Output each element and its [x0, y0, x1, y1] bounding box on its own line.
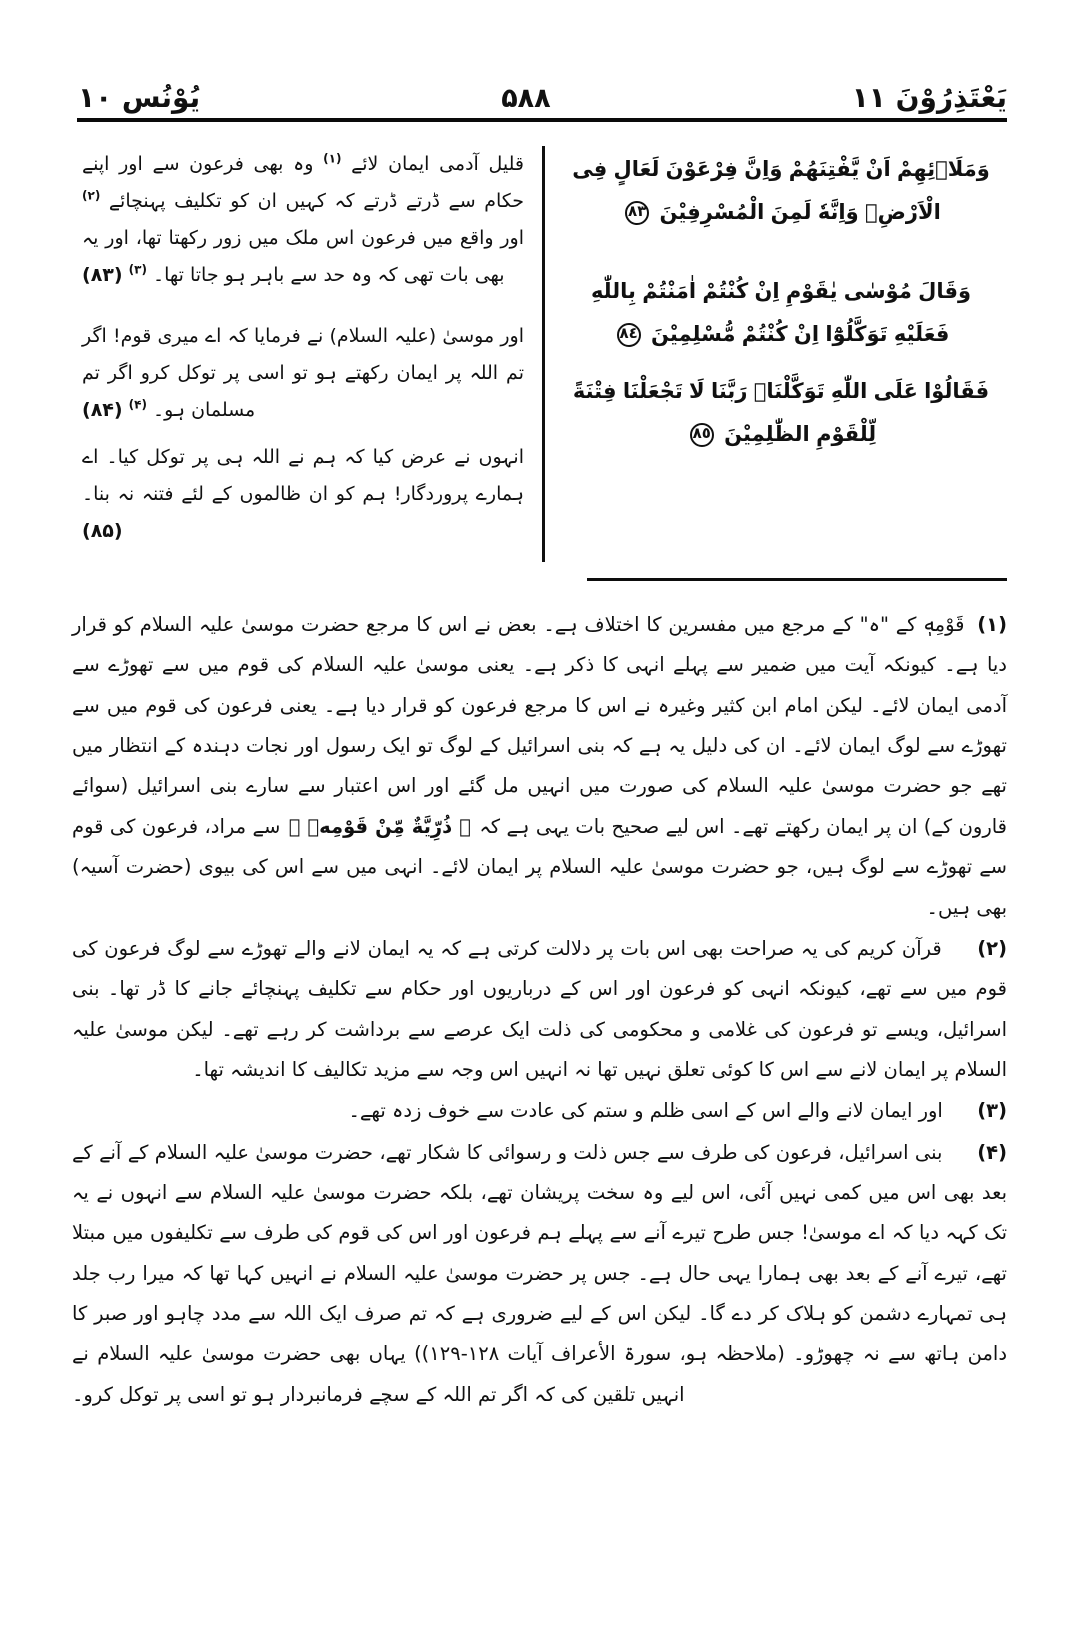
ayah-number: ٨٣ — [625, 201, 649, 225]
running-header — [78, 58, 1007, 114]
translation-text: قلیل آدمی ایمان لائے — [351, 153, 525, 175]
translation-block — [82, 146, 524, 294]
translation-block — [82, 439, 524, 550]
footnote-marker: (۳) — [977, 1099, 1007, 1123]
ayah-block — [561, 270, 1001, 356]
footnote-text: اور ایمان لانے والے اس کے اسی ظلم و ستم کی عادت سے خوف زدہ تھے۔ — [348, 1099, 943, 1123]
footnote-text: سے مراد، فرعون کی قوم سے تھوڑے سے لوگ ہیں، جو حضرت موسیٰ علیہ السلام پر ایمان لائے۔ انہی میں سے اس کی بیوی (حضرت آسیہ) بھی ہیں۔ — [72, 814, 1007, 919]
footnote-item — [72, 1091, 1007, 1131]
footnote-divider-rule — [587, 578, 1007, 581]
footnote-marker: (۲) — [977, 936, 1007, 960]
header-divider-rule — [77, 118, 1007, 122]
verse-tag: (۸۵) — [82, 520, 123, 543]
translation-text: اور موسیٰ (علیہ السلام) نے فرمایا کہ اے میری قوم! اگر تم اللہ پر ایمان رکھتے ہو تو اسی پر توکل کرو اگر تم مسلمان ہو۔ — [82, 325, 524, 422]
footnote-marker: (۴) — [977, 1140, 1007, 1164]
column-divider-rule — [542, 146, 545, 562]
verse-tag: (۸۳) — [82, 264, 123, 287]
ayah-block — [561, 148, 1001, 234]
footnote-ref[interactable]: (۳) — [128, 262, 147, 277]
verse-tag: (۸۴) — [82, 399, 123, 422]
footnote-text: بنی اسرائیل، فرعون کی طرف سے جس ذلت و رسوائی کا شکار تھے، حضرت موسیٰ علیہ السلام کے آنے کے بعد بھی اس میں کمی نہیں آئی، اس لیے وہ سخت پریشان تھے، بلکہ حضرت موسیٰ علیہ السلام سے انہوں نے یہ تک کہہ دیا کہ اے موسیٰ! جس طرح تیرے آنے سے پہلے ہم فرعون اور اس کی قوم کی طرف سے تکلیفوں میں مبتلا تھے، تیرے آنے کے بعد بھی ہمارا یہی حال ہے۔ جس پر حضرت موسیٰ علیہ السلام نے انہیں کہا تھا کہ میرا رب جلد ہی تمہارے دشمن کو ہلاک کر دے گا۔ لیکن اس کے لیے ضروری ہے کہ تم صرف ایک اللہ سے مدد چاہو اور صبر کا دامن ہاتھ سے نہ چھوڑو۔ (ملاحظہ ہو، سورۃ الأعراف آیات ١٢٨-١٢٩)) یہاں بھی حضرت موسیٰ علیہ السلام نے انہیں تلقین کی کہ اگر تم اللہ کے سچے فرمانبردار ہو تو اسی پر توکل کرو۔ — [72, 1140, 1007, 1406]
spacer — [561, 248, 1001, 270]
translation-text: انہوں نے عرض کیا کہ ہم نے اللہ ہی پر توکل کیا۔ اے ہمارے پروردگار! ہم کو ان ظالموں کے لئے فتنہ نہ بنا۔ — [82, 446, 524, 506]
translation-text: اور واقع میں فرعون اس ملک میں زور رکھتا تھا، اور یہ بھی بات تھی کہ وہ حد سے باہر ہو جاتا تھا۔ — [82, 227, 524, 287]
urdu-translation-column — [80, 140, 532, 570]
juz-marker: يَعْتَذِرُوْنَ ١١ — [851, 80, 1007, 114]
footnote-item — [72, 1133, 1007, 1416]
ayah-number: ٨٤ — [617, 323, 641, 347]
footnote-ref[interactable]: (۴) — [128, 397, 147, 412]
translation-block — [82, 318, 524, 429]
ayah-text: وَقَالَ مُوْسٰى يٰقَوْمِ اِنْ كُنْتُمْ اٰمَنْتُمْ بِاللّٰهِ فَعَلَيْهِ تَوَكَّلُوْٓا اِنْ كُنْتُمْ مُّسْلِمِيْنَ — [590, 279, 972, 347]
footnote-ref[interactable]: (۱) — [323, 151, 342, 166]
footnote-ref[interactable]: (۲) — [82, 188, 101, 203]
footnote-item — [72, 929, 1007, 1090]
verse-area — [77, 140, 1007, 570]
ayah-number: ٨٥ — [690, 423, 714, 447]
footnotes-section — [72, 605, 1007, 1416]
ayah-text: فَقَالُوْا عَلَى اللّٰهِ تَوَكَّلْنَاۚ رَبَّنَا لَا تَجْعَلْنَا فِتْنَةً لِّلْقَوْمِ الظّٰلِمِيْنَ — [572, 379, 990, 447]
footnote-item — [72, 605, 1007, 928]
spacer — [82, 304, 524, 318]
footnote-text: قرآن کریم کی یہ صراحت بھی اس بات پر دلالت کرتی ہے کہ یہ ایمان لانے والے تھوڑے سے لوگ فرعون کی قوم میں سے تھے، کیونکہ انہی کو فرعون اور اس کے درباریوں اور حکام سے تکلیف پہنچائے جانے کا ڈر تھا۔ بنی اسرائیل، ویسے تو فرعون کی غلامی و محکومی کی ذلت ایک عرصے سے برداشت کر رہے تھے۔ لیکن موسیٰ علیہ السلام پر ایمان لانے سے اس کا کوئی تعلق نہیں تھا نہ انہیں اس وجہ سے مزید تکالیف کا اندیشہ تھا۔ — [72, 936, 1007, 1081]
translation-text: وہ بھی فرعون سے اور اپنے حکام سے ڈرتے ڈرتے کہ کہیں ان کو تکلیف پہنچائے — [82, 153, 525, 213]
quran-quote: ﴿ ذُرِّيَّةٌ مِّنْ قَوْمِهٖ ﴾ — [288, 814, 471, 838]
page-number: ۵۸۸ — [501, 83, 551, 114]
footnote-marker: (۱) — [977, 613, 1007, 636]
ayah-text: وَمَلَا۟ئِهِمْ اَنْ يَّفْتِنَهُمْ وَاِنَّ فِرْعَوْنَ لَعَالٍ فِى الْاَرْضِۚ وَاِنَّهٗ لَمِنَ الْمُسْرِفِيْنَ — [572, 157, 990, 225]
footnote-text: قَوْمِهٖ کے "ہ" کے مرجع میں مفسرین کا اختلاف ہے۔ بعض نے اس کا مرجع حضرت موسیٰ علیہ السلام کو قرار دیا ہے۔ کیونکہ آیت میں ضمیر سے پہلے انہی کا ذکر ہے۔ یعنی موسیٰ علیہ السلام کی قوم میں سے تھوڑے سے آدمی ایمان لائے۔ لیکن امام ابن کثیر وغیرہ نے اس کا مرجع فرعون کو قرار دیا ہے۔ یعنی فرعون کی قوم میں سے تھوڑے سے لوگ ایمان لائے۔ ان کی دلیل یہ ہے کہ بنی اسرائیل کے لوگ تو ایک رسول اور نجات دہندہ کے انتظار میں تھے جو حضرت موسیٰ علیہ السلام کی صورت میں انہیں مل گئے اور اس اعتبار سے سارے بنی اسرائیل (سوائے قارون کے) ان پر ایمان رکھتے تھے۔ اس لیے صحیح بات یہی ہے کہ — [72, 613, 1007, 838]
ayah-block — [561, 370, 1001, 456]
surah-marker: يُوْنُس ١٠ — [78, 80, 201, 114]
arabic-column — [555, 140, 1007, 570]
